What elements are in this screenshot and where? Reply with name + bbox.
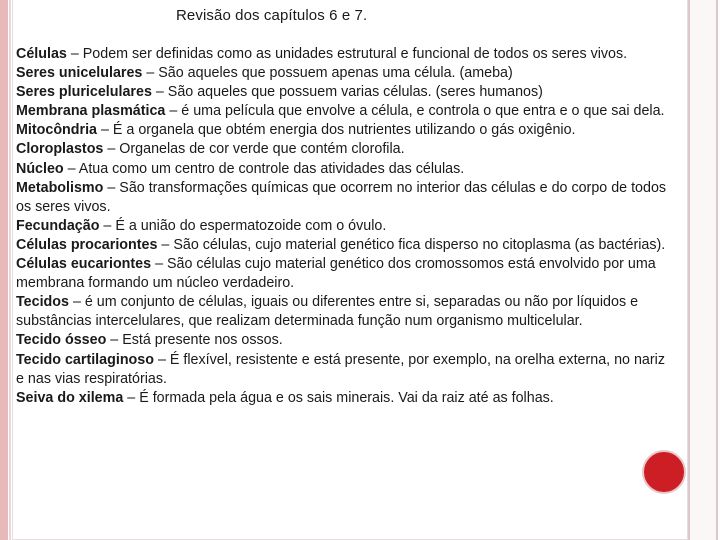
entry-membrana-plasmatica — [16, 102, 676, 121]
term: Seres pluricelulares — [16, 84, 152, 101]
definition: – Organelas de cor verde que contém clorofila. — [103, 141, 405, 158]
entry-celulas-eucariontes — [16, 255, 676, 293]
term: Fecundação — [16, 217, 100, 234]
entry-cloroplastos — [16, 140, 676, 159]
definition: – São aqueles que possuem apenas uma célula. (ameba) — [142, 65, 513, 82]
definition: – é um conjunto de células, iguais ou diferentes entre si, separadas ou não por líquidos e substâncias intercelulares, que realizam determinada função num organismo multicelular. — [16, 294, 639, 330]
definition: – É formada pela água e os sais minerais. Vai da raiz até as folhas. — [123, 389, 554, 406]
right-decorative-frame — [688, 0, 718, 540]
definition: – Atua como um centro de controle das atividades das células. — [63, 160, 465, 177]
term: Tecidos — [16, 294, 69, 311]
definition: – Está presente nos ossos. — [106, 332, 283, 349]
term: Tecido ósseo — [16, 332, 107, 349]
term: Metabolismo — [16, 179, 104, 196]
definition: – São transformações químicas que ocorrem no interior das células e do corpo de todos os seres vivos. — [16, 179, 667, 215]
definition: – É a união do espermatozoide com o óvulo. — [99, 217, 387, 234]
entry-tecidos — [16, 293, 676, 331]
entry-mitocondria — [16, 121, 676, 140]
slide-title: Revisão dos capítulos 6 e 7. — [176, 7, 368, 24]
term: Células eucariontes — [16, 256, 152, 273]
term: Núcleo — [16, 160, 64, 177]
term: Células procariontes — [16, 236, 158, 253]
entry-tecido-osseo — [16, 331, 676, 350]
left-decorative-border — [0, 0, 8, 540]
term: Tecido cartilaginoso — [16, 351, 154, 368]
definitions-list — [16, 45, 676, 408]
entry-seres-unicelulares — [16, 64, 676, 83]
entry-celulas-procariontes — [16, 236, 676, 255]
entry-seiva-do-xilema — [16, 389, 676, 408]
entry-fecundacao — [16, 217, 676, 236]
term: Cloroplastos — [16, 141, 104, 158]
term: Mitocôndria — [16, 122, 98, 139]
definition: – São aqueles que possuem varias células. (seres humanos) — [151, 84, 543, 101]
term: Seiva do xilema — [16, 389, 124, 406]
term: Seres unicelulares — [16, 65, 143, 82]
definition: – São células, cujo material genético fica disperso no citoplasma (as bactérias). — [157, 236, 666, 253]
left-decorative-border-inner — [9, 0, 11, 540]
definition: – É flexível, resistente e está presente, por exemplo, na orelha externa, no nariz e nas vias respiratórias. — [16, 351, 665, 387]
entry-seres-pluricelulares — [16, 83, 676, 102]
definition: – É a organela que obtém energia dos nutrientes utilizando o gás oxigênio. — [97, 122, 576, 139]
definition: – é uma película que envolve a célula, e controla o que entra e o que sai dela. — [165, 103, 665, 120]
red-circle-decoration — [642, 450, 686, 494]
entry-tecido-cartilaginoso — [16, 351, 676, 389]
entry-celulas — [16, 45, 676, 64]
definition: – Podem ser definidas como as unidades estrutural e funcional de todos os seres vivos. — [66, 46, 628, 62]
definition: – São células cujo material genético dos cromossomos está envolvido por uma membrana formando um núcleo verdadeiro. — [16, 256, 656, 292]
entry-nucleo — [16, 160, 676, 179]
term: Células — [16, 46, 67, 62]
entry-metabolismo — [16, 179, 676, 217]
term: Membrana plasmática — [16, 103, 166, 120]
